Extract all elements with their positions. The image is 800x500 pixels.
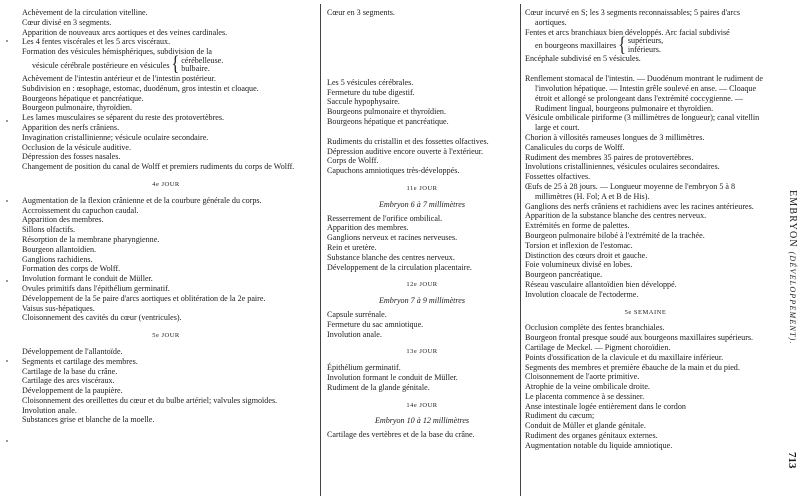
entry-line: Involutions cristalliniennes, vésicules oculaires secondaires. [525,162,720,172]
brace-main: vésicule cérébrale postérieure en vésicules [32,60,170,70]
entry-line: Résorption de la membrane pharyngienne. [22,234,160,244]
entry-line: Involution anale. [22,405,77,415]
section-heading: 12e JOUR [406,281,438,289]
brace-main: en bourgeons maxillaires [535,40,617,50]
entry-line: Achèvement de la circulation vitelline. [22,8,148,17]
entry-line: Les lames musculaires se séparent du reste des protovertèbres. [22,113,225,123]
entry-line: Extrémités en forme de palettes. [525,221,630,231]
entry-line: Formation des corps de Wolff. [22,264,121,274]
entry-list [525,323,766,450]
entry-list [327,137,517,176]
entry-line: Capuchons amniotiques très-développés. [327,166,460,176]
entry-line: Cœur en 3 segments. [327,8,395,17]
entry-line: Cœur incurvé en S; les 3 segments reconnaissables; 5 paires d'arcs aortiques. [525,8,740,27]
brace-glyph: { [618,34,626,57]
page-number: 713 [786,452,798,469]
entry-list [525,54,766,64]
entry-list [327,78,517,127]
entry-line: Apparition de la substance blanche des centres nerveux. [525,211,707,221]
entry-line: Foie volumineux divisé en lobes. [525,260,633,270]
section-subheading: Embryon 7 à 9 millimètres [378,296,466,306]
entry-line: Changement de position du canal de Wolff et premiers rudiments du corps de Wolff. [22,162,295,172]
entry-line: Invagination cristallinienne; vésicule oculaire secondaire. [22,132,209,142]
section-heading: 14e JOUR [406,401,438,409]
entry-line: Involution cloacale de l'ectoderme. [525,289,639,299]
entry-line: Rudiment du cæcum; [525,411,595,421]
entry-line: Cloisonnement des cavités du cœur (ventricules). [22,313,182,323]
entry-line: Augmentation notable du liquide amniotique. [525,440,673,450]
section-heading: 5e JOUR [152,332,180,340]
brace-option: bulbaire. [181,64,210,74]
entry-list [327,214,517,273]
entry-line: Substance blanche des centres nerveux. [327,252,455,262]
entry-line: Bourgeons hépatique et pancréatique. [327,116,449,126]
entry-line: Fossettes olfactives. [525,172,591,182]
entry-line: Points d'ossification de la clavicule et du maxillaire inférieur. [525,352,724,362]
entry-line: Bourgeon pancréatique. [525,270,603,280]
entry-line: Bourgeons hépatique et pancréatique. [22,93,144,103]
column-3 [525,8,766,496]
entry-line: Bourgeon pulmonaire, thyroïdien. [22,103,132,113]
entry-line: Torsion et inflexion de l'estomac. [525,240,633,250]
vesicule-brace [22,53,310,76]
brace-option: cérébelleuse. [181,55,224,65]
entry-line: Occlusion de la vésicule auditive. [22,142,132,152]
entry-line: Ovules primitifs dans l'épithélium germinatif. [22,283,170,293]
entry-line: Cartilage des vertèbres et de la base du crâne. [327,430,475,440]
entry-line: Corps de Wolff. [327,156,379,166]
entry-line: Achèvement de l'intestin antérieur et de l'intestin postérieur. [22,73,216,83]
entry-line: Involution formant le conduit de Müller. [22,274,153,284]
section-heading: 13e JOUR [406,348,438,356]
running-head [787,190,798,345]
entry-line: Substances grise et blanche de la moelle. [22,415,155,425]
entry-line: Atrophie de la veine ombilicale droite. [525,382,650,392]
section-heading: 4e JOUR [152,180,180,188]
bourgeons-brace [525,34,766,57]
entry-line: Les 5 vésicules cérébrales. [327,77,414,87]
entry-line: Réseau vasculaire allantoïdien bien développé. [525,279,677,289]
entry-line: Involution formant le conduit de Müller. [327,372,458,382]
entry-line: Développement de la circulation placentaire. [327,262,472,272]
entry-line: Développement de la paupière. [22,386,123,396]
entry-line: Apparition de nouveaux arcs aortiques et des veines cardinales. [22,27,228,37]
entry-list [22,347,310,425]
entry-list [22,196,310,323]
running-head-title: EMBRYON [787,190,798,248]
column-divider [520,4,521,496]
entry-line: Segments et cartilage des membres. [22,356,138,366]
section-subheading: Embryon 6 à 7 millimètres [378,199,466,209]
entry-line: Apparition des membres. [327,223,409,233]
entry-line: Apparition des membres. [22,215,104,225]
entry-line: Dépression des fosses nasales. [22,152,121,162]
entry-line: Encéphale subdivisé en 5 vésicules. [525,54,641,64]
entry-line: Apparition des nerfs crâniens. [22,122,120,132]
entry-line: Fermeture du sac amniotique. [327,319,424,329]
entry-line: Saccule hypophysaire. [327,97,400,107]
entry-line: Cloisonnement de l'aorte primitive. [525,372,640,382]
entry-line: Ganglions rachidiens. [22,254,93,264]
entry-list [525,8,766,37]
entry-line: Sillons olfactifs. [22,225,76,235]
brace-option: supérieurs, [627,36,664,46]
entry-list [327,430,517,440]
entry-line: Segments des membres et première ébauche de la main et du pied. [525,362,740,372]
column-1 [22,8,310,496]
entry-line: Vaisus sus-hépatiques. [22,303,95,313]
entry-line: Fentes et arcs branchiaux bien développés. Arc facial subdivisé [525,27,730,37]
entry-line: Rudiments du cristallin et des fossettes olfactives. [327,136,489,146]
entry-line: Anse intestinale logée entièrement dans le cordon [525,401,686,411]
entry-line: Développement de l'allantoïde. [22,346,123,356]
entry-line: Occlusion complète des fentes branchiales. [525,323,665,333]
entry-list [525,74,766,299]
entry-line: Les 4 fentes viscérales et les 5 arcs viscéraux. [22,37,171,47]
entry-line: Développement de la 5e paire d'arcs aortiques et oblitération de la 2e paire. [22,293,266,303]
entry-line: Rudiment des organes génitaux externes. [525,431,658,441]
entry-line: Augmentation de la flexion crânienne et de la courbure générale du corps. [22,195,262,205]
entry-line: Bourgeon pulmonaire bilobé à l'extrémité de la trachée. [525,230,705,240]
entry-line: Œufs de 25 à 28 jours. — Longueur moyenne de l'embryon 5 à 8 millimètres (H. Fol; A et B de His). [525,181,736,201]
section-subheading: Embryon 10 à 12 millimètres [374,416,470,426]
entry-list [327,310,517,339]
entry-line: Cartilage de Meckel. — Pigment choroïdien. [525,342,671,352]
entry-list [327,363,517,392]
entry-line: Conduit de Müller et glande génitale. [525,421,646,431]
entry-line: Capsule surrénale. [327,309,387,319]
entry-line: Cartilage de la base du crâne. [22,366,118,376]
entry-line: Resserrement de l'orifice ombilical. [327,213,443,223]
entry-line: Cœur divisé en 3 segments. [22,17,112,27]
entry-line: Ganglions des nerfs crâniens et rachidiens avec les racines antérieures. [525,201,754,211]
entry-line: Cloisonnement des oreillettes du cœur et du bulbe artériel; valvules sigmoïdes. [22,395,278,405]
entry-line: Accroissement du capuchon caudal. [22,205,139,215]
entry-line: Bourgeons pulmonaire et thyroïdien. [327,107,446,117]
running-head-subtitle: (DÉVELOPPEMENT). [788,251,797,345]
entry-list [22,8,310,57]
entry-line: Rein et uretère. [327,242,377,252]
entry-line: Cartilage des arcs viscéraux. [22,376,115,386]
entry-line: Canalicules du corps de Wolff. [525,142,625,152]
entry-line: Subdivision en : œsophage, estomac, duodénum, gros intestin et cloaque. [22,83,259,93]
entry-line: Involution anale. [327,329,382,339]
entry-list [22,74,310,172]
entry-line: Rudiment des membres 35 paires de protovertèbres. [525,152,694,162]
brace-option: inférieurs. [627,44,661,54]
section-heading: 11e JOUR [406,184,438,192]
brace-glyph: { [171,53,180,76]
entry-line: Épithélium germinatif. [327,363,401,373]
entry-line: Formation des vésicules hémisphériques, subdivision de la [22,47,212,57]
entry-line: Dépression auditive encore ouverte à l'extérieur. [327,146,484,156]
column-2 [327,8,517,496]
entry-line: Bourgeon allantoïdien. [22,244,97,254]
entry-line: Rudiment de la glande génitale. [327,382,430,392]
entry-line: Le placenta commence à se dessiner. [525,391,645,401]
entry-line: Distinction des cœurs droit et gauche. [525,250,648,260]
entry-line: Chorion à villosités rameuses longues de 3 millimètres. [525,132,705,142]
entry-line: Fermeture du tube digestif. [327,87,415,97]
entry-line: Vésicule ombilicale piriforme (3 millimètres de longueur); canal vitellin large et court. [525,113,760,133]
entry-line: Ganglions nerveux et racines nerveuses. [327,233,458,243]
entry-line: Renflement stomacal de l'intestin. — Duodénum montrant le rudiment de l'involution hépatique. — Intestin grêle soulevé en anse. — Cloaque étroit et allongé se prolongeant dans l'extrémité coccygienne. — Rudiment lingual, bourgeons pulmonaire et thyroïdien. [525,74,763,113]
column-divider [320,4,321,496]
section-heading: 5e SEMAINE [624,308,667,316]
entry-line: Bourgeon frontal presque soudé aux bourgeons maxillaires supérieurs. [525,333,754,343]
